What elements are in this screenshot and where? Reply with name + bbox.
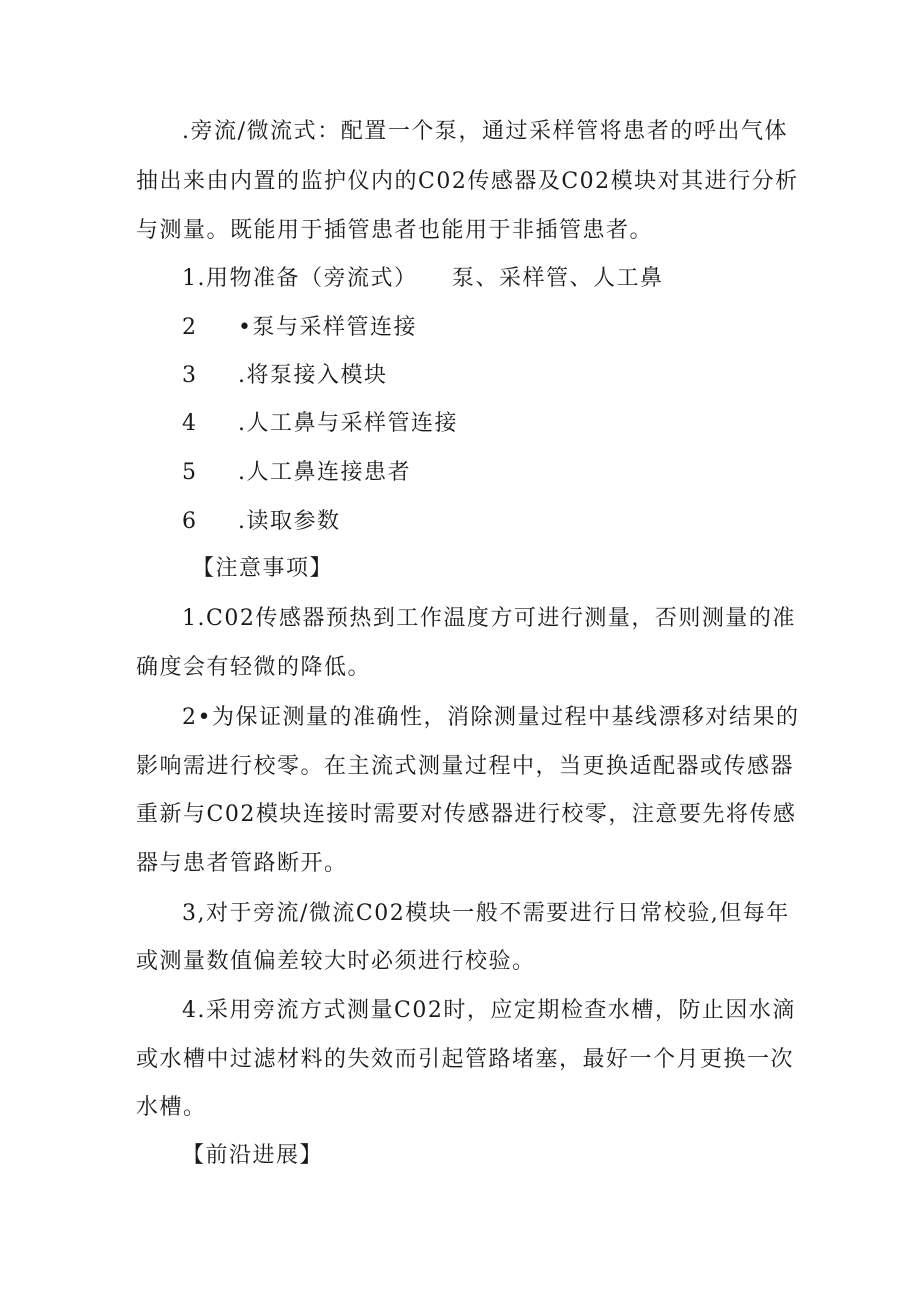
step-item [182, 458, 411, 488]
step-number: 5 [182, 460, 198, 485]
step-text: .读取参数 [238, 509, 341, 534]
step-text: .人工鼻与采样管连接 [238, 411, 458, 436]
paragraph-1-line-1: .旁流/微流式：配置一个泵，通过采样管将患者的呼出气体 [182, 119, 788, 144]
note-2-line-2: 影响需进行校零。在主流式测量过程中，当更换适配器或传感器 [136, 754, 795, 779]
note-3-line-2: 或测量数值偏差较大时必须进行校验。 [136, 949, 536, 974]
note-4-line-3: 水槽。 [136, 1095, 207, 1120]
paragraph-1-line-2: 抽出来由内置的监护仪内的C02传感器及C02模块对其进行分析 [136, 169, 799, 194]
notes-heading: 【注意事项】 [192, 556, 334, 581]
step-text: .人工鼻连接患者 [238, 460, 411, 485]
step-number: 6 [182, 509, 198, 534]
note-2-line-4: 器与患者管路断开。 [136, 851, 348, 876]
step-text: .将泵接入模块 [238, 363, 388, 388]
step-number: 3 [182, 363, 198, 388]
prep-label: 1.用物准备（旁流式） [182, 266, 418, 291]
note-4-line-1: 4.采用旁流方式测量C02时，应定期检查水槽，防止因水滴 [182, 998, 796, 1023]
step-item [182, 361, 388, 391]
note-4-line-2: 或水槽中过滤材料的失效而引起管路堵塞，最好一个月更换一次 [136, 1047, 795, 1072]
step-text: •泵与采样管连接 [238, 315, 417, 340]
frontier-heading: 【前沿进展】 [182, 1143, 324, 1168]
note-2-line-3: 重新与C02模块连接时需要对传感器进行校零，注意要先将传感 [136, 802, 797, 827]
step-number: 4 [182, 411, 198, 436]
step-item [182, 507, 341, 537]
step-item [182, 409, 458, 439]
note-3-line-1: 3,对于旁流/微流C02模块一般不需要进行日常校验,但每年 [182, 901, 790, 926]
step-item [182, 313, 417, 343]
prep-items: 泵、采样管、人工鼻 [452, 266, 664, 291]
paragraph-1-line-3: 与测量。既能用于插管患者也能用于非插管患者。 [136, 218, 654, 243]
note-1-line-1: 1.C02传感器预热到工作温度方可进行测量，否则测量的准 [182, 606, 796, 631]
note-1-line-2: 确度会有轻微的降低。 [136, 655, 372, 680]
step-number: 2 [182, 315, 198, 340]
note-2-line-1: 2•为保证测量的准确性，消除测量过程中基线漂移对结果的 [182, 705, 800, 730]
